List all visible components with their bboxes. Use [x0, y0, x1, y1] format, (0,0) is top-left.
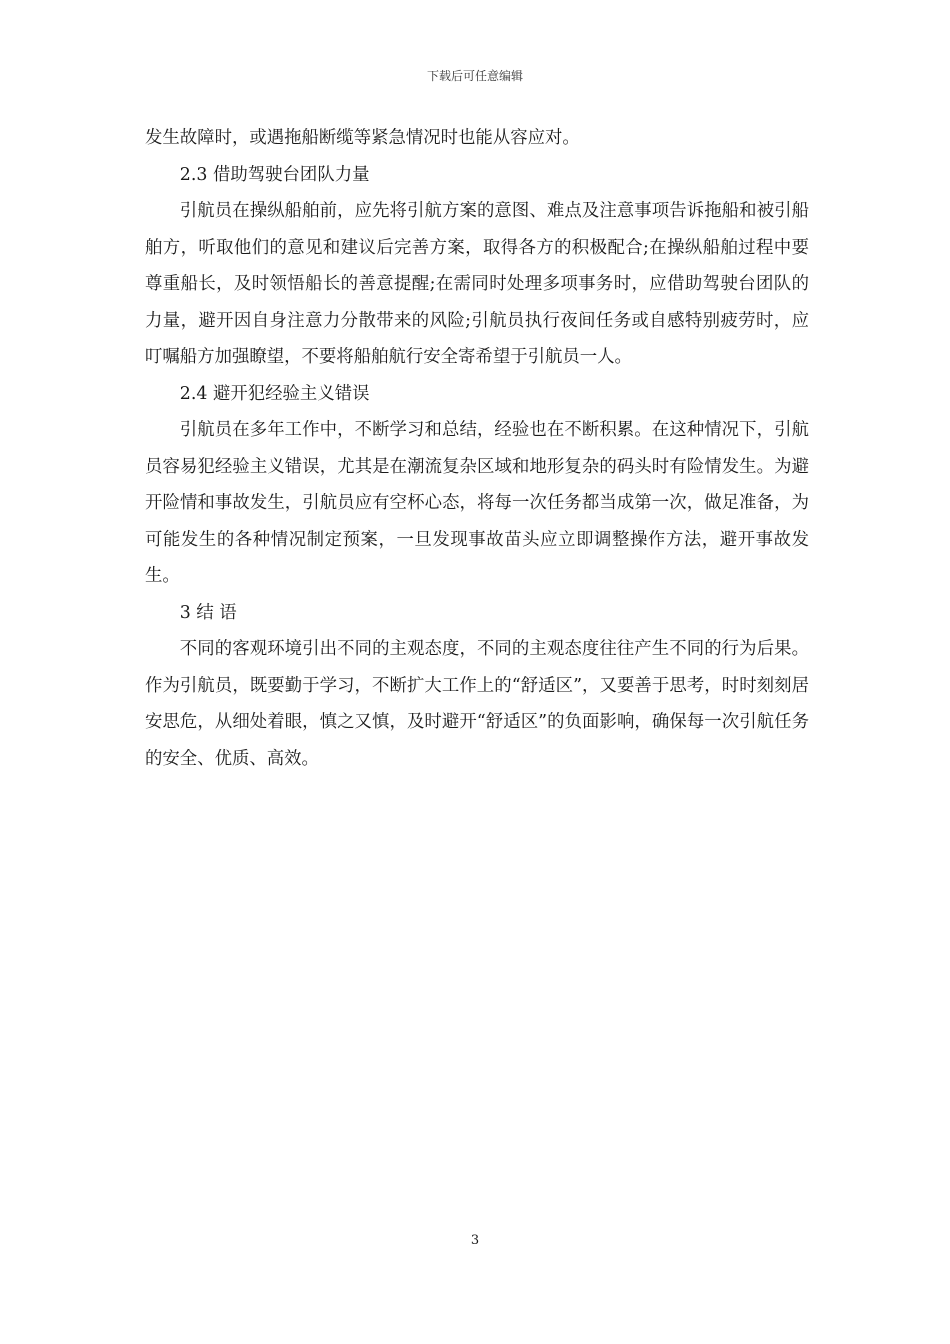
section-heading-3: 3 结 语	[179, 602, 237, 623]
page-header-note: 下载后可任意编辑	[426, 69, 523, 83]
paragraph-experience-errors: 引航员在多年工作中，不断学习和总结，经验也在不断积累。在这种情况下，引航员容易犯经验主义错误，尤其是在潮流复杂区域和地形复杂的码头时有险情发生。为避开险情和事故发生，引航员应有空杯心态，将每一次任务都当成第一次，做足准备，为可能发生的各种情况制定预案，一旦发现事故苗头应立即调整操作方法，避开事故发生。	[145, 420, 809, 586]
paragraph-conclusion: 不同的客观环境引出不同的主观态度，不同的主观态度往往产生不同的行为后果。作为引航员，既要勤于学习，不断扩大工作上的“舒适区”，又要善于思考，时时刻刻居安思危，从细处着眼，慎之又慎，及时避开“舒适区”的负面影响，确保每一次引航任务的安全、优质、高效。	[145, 639, 809, 769]
document-body	[145, 120, 809, 777]
paragraph-continued: 发生故障时，或遇拖船断缆等紧急情况时也能从容应对。	[145, 128, 580, 148]
paragraph-bridge-team: 引航员在操纵船舶前，应先将引航方案的意图、难点及注意事项告诉拖船和被引船舶方，听取他们的意见和建议后完善方案，取得各方的积极配合;在操纵船舶过程中要尊重船长，及时领悟船长的善意提醒;在需同时处理多项事务时，应借助驾驶台团队的力量，避开因自身注意力分散带来的风险;引航员执行夜间任务或自感特别疲劳时，应叮嘱船方加强瞭望，不要将船舶航行安全寄希望于引航员一人。	[145, 201, 809, 367]
section-heading-2-3: 2.3 借助驾驶台团队力量	[179, 164, 370, 185]
page-number: 3	[470, 1233, 480, 1248]
section-heading-2-4: 2.4 避开犯经验主义错误	[179, 383, 370, 404]
